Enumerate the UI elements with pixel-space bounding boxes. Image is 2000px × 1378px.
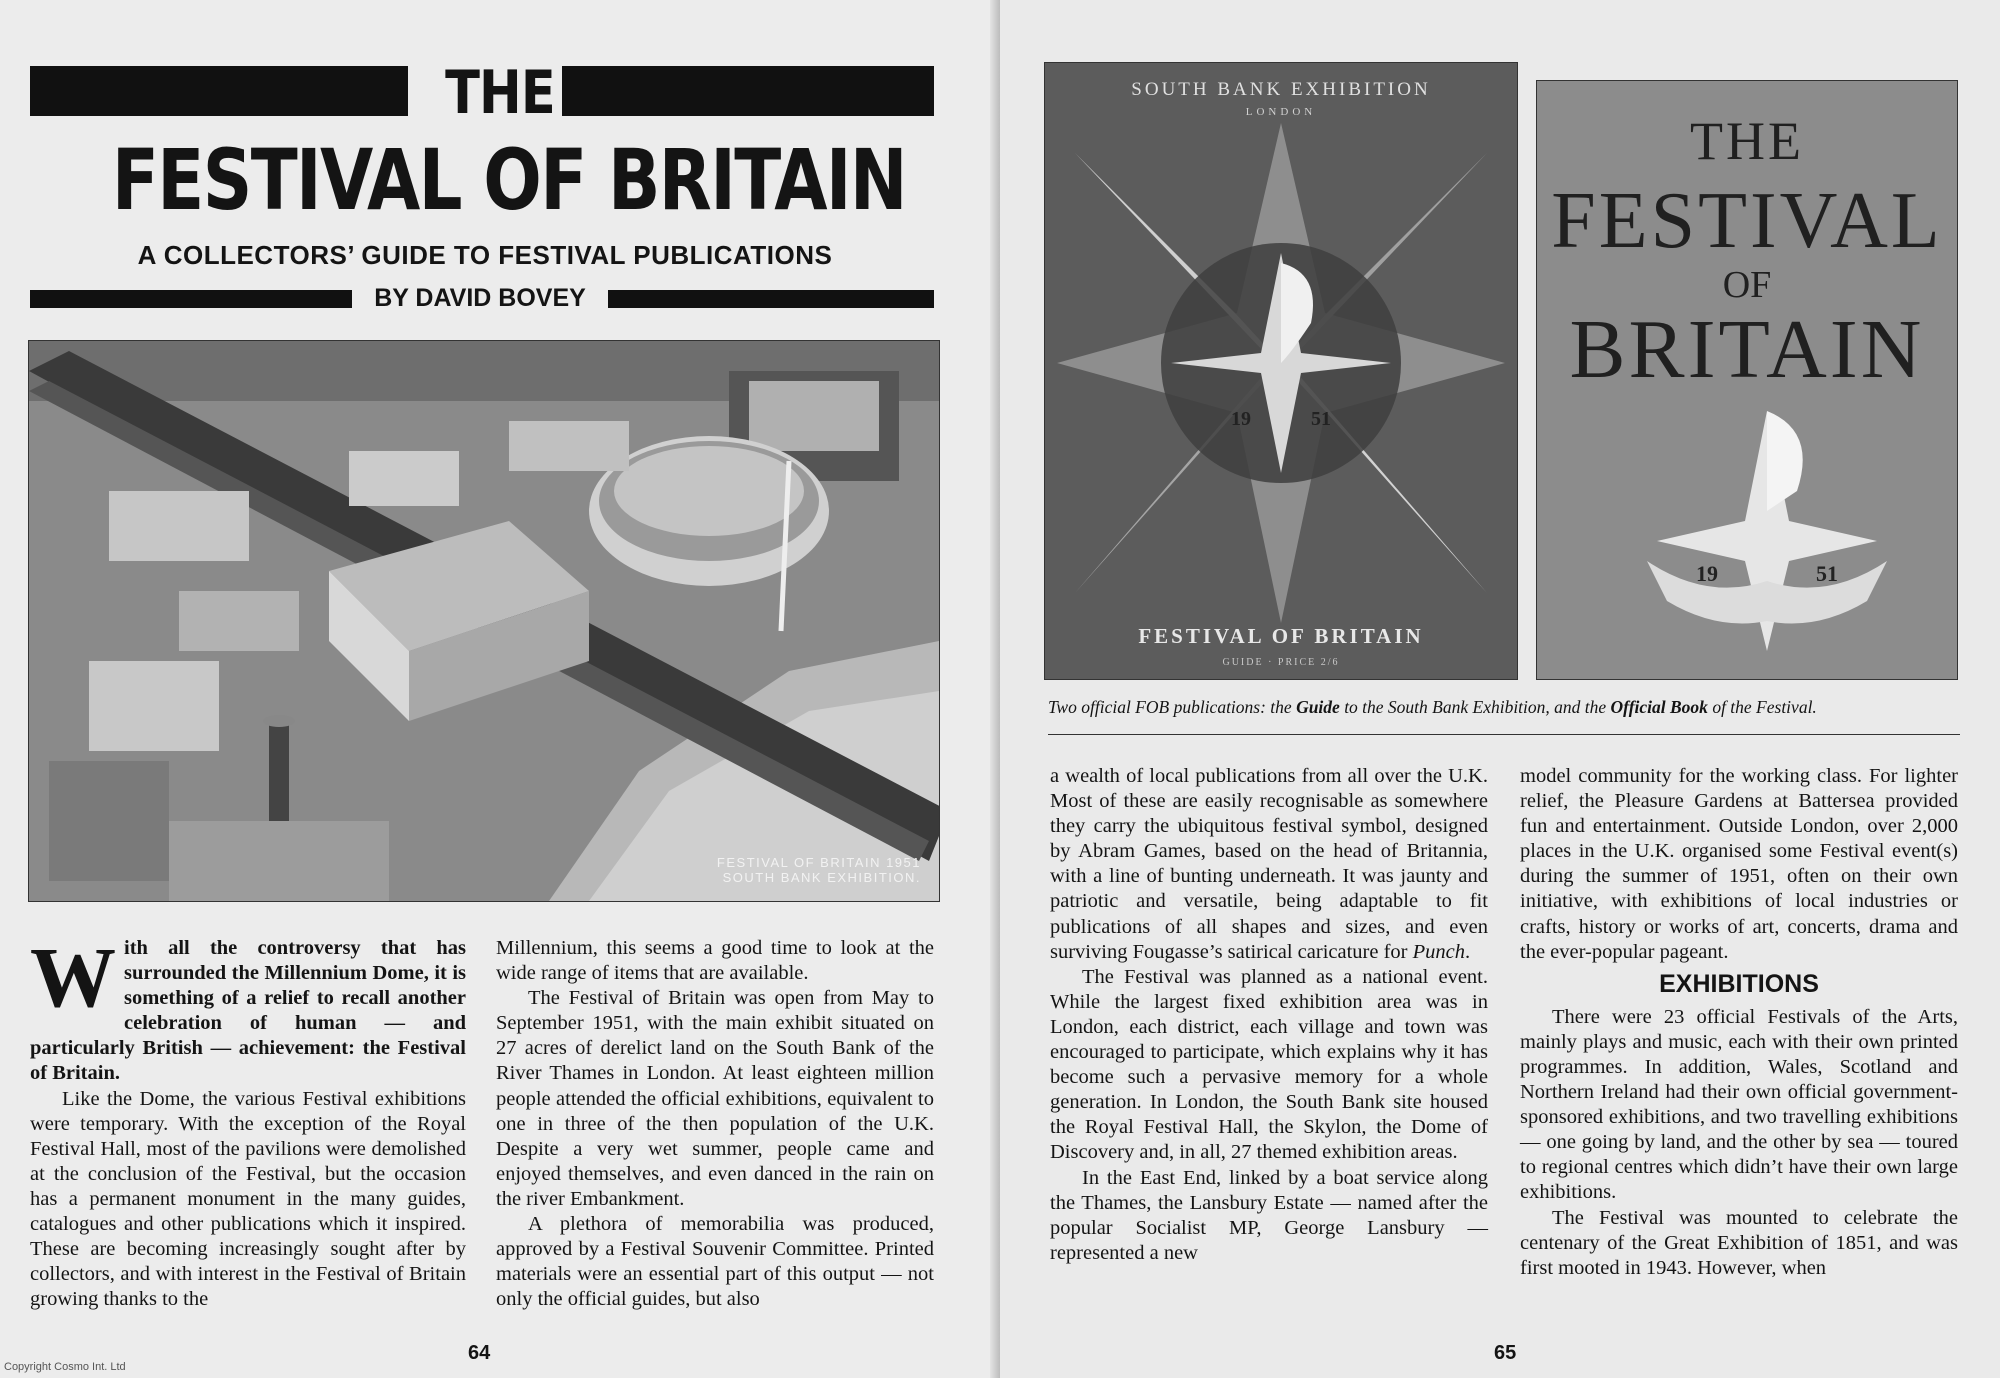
guide-cover-year-right: 51	[1311, 408, 1331, 430]
copyright-notice: Copyright Cosmo Int. Ltd	[4, 1361, 126, 1373]
column-4	[1520, 764, 1958, 1281]
guide-cover-subtitle: LONDON	[1245, 106, 1317, 118]
col1-paragraph-2: Like the Dome, the various Festival exhibitions were temporary. With the exception of the Royal Festival Hall, most of the pavilions were demolished at the conclusion of the Festival, but the occasion has a permanent monument in the many guides, catalogues and other publications which it inspired. These are becoming increasingly sought after by collectors, and with interest in the Festival of Britain growing thanks to the	[30, 1087, 466, 1311]
aerial-photo	[28, 340, 940, 902]
headline-the: THE	[445, 58, 555, 128]
guide-cover-year-left: 19	[1231, 408, 1251, 430]
caption-rule	[1048, 734, 1960, 735]
byline: BY DAVID BOVEY	[374, 284, 586, 312]
byline-rule-right	[608, 290, 934, 308]
caption-guide: Guide	[1296, 697, 1340, 717]
col4-paragraph-3: The Festival was mounted to celebrate the centenary of the Great Exhibition of 1851, and was first mooted in 1943. However, when	[1520, 1206, 1958, 1279]
exhibitions-heading: EXHIBITIONS	[1659, 969, 1819, 998]
title-rule-right	[562, 66, 934, 116]
guide-cover-festival: FESTIVAL OF BRITAIN	[1138, 624, 1424, 648]
aerial-caption	[717, 855, 921, 885]
book-cover-line4: BRITAIN	[1569, 303, 1925, 396]
col3-p1-end: .	[1465, 940, 1471, 963]
caption-official-book: Official Book	[1610, 697, 1708, 717]
guide-cover-title: SOUTH BANK EXHIBITION	[1131, 79, 1431, 100]
punch-title: Punch	[1412, 940, 1465, 963]
col3-paragraph-1	[1050, 764, 1488, 965]
lead-paragraph	[30, 929, 466, 1087]
drop-cap: W	[30, 929, 116, 1025]
page-number-left: 64	[468, 1342, 491, 1364]
col3-paragraph-2: The Festival was planned as a national event. While the largest fixed exhibition area was in London, each district, each village and town was encouraged to participate, which explains why it has become such a pervasive memory for a whole generation. In London, the South Bank site housed the Royal Festival Hall, the Skylon, the Dome of Discovery and, in all, 27 themed exhibition areas.	[1050, 965, 1488, 1164]
official-book-cover	[1536, 80, 1958, 680]
col3-paragraph-3: In the East End, linked by a boat service along the Thames, the Lansbury Estate — named after the popular Socialist MP, George Lansbury — represented a new	[1050, 1166, 1488, 1264]
page-number-right: 65	[1494, 1342, 1517, 1364]
caption-part-e: of the Festival.	[1707, 697, 1817, 717]
column-3	[1050, 764, 1488, 1266]
col4-paragraph-2: There were 23 official Festivals of the Arts, mainly plays and music, each with their own printed programmes. In addition, Wales, Scotland and Northern Ireland had their own official government-sponsored exhibitions, and two travelling exhibitions — one going by land, and the other by sea — toured to regional centres which didn’t have their own large exhibitions.	[1520, 1005, 1958, 1204]
column-2	[496, 936, 934, 1312]
book-cover-line2: FESTIVAL	[1551, 177, 1943, 265]
column-1	[30, 929, 466, 1312]
book-cover-year-right: 51	[1816, 561, 1838, 586]
col2-paragraph-2: The Festival of Britain was open from May to September 1951, with the main exhibit situated on 27 acres of derelict land on the South Bank of the River Thames in London. At least eighteen million people attended the official exhibitions, equivalent to one in three of the then population of the U.K. Despite a very wet summer, people came and enjoyed themselves, and even danced in the rain on the river Embankment.	[496, 987, 934, 1210]
official-book-cover-art	[1537, 81, 1957, 679]
covers-caption	[1048, 696, 1960, 718]
book-cover-line3: OF	[1722, 264, 1772, 306]
caption-part-a: Two official FOB publications: the	[1048, 697, 1297, 717]
col3-p1-text: a wealth of local publications from all over the U.K. Most of these are easily recognisable as somewhere they carry the ubiquitous festival symbol, designed by Abram Games, based on the head of Britannia, with a line of bunting underneath. It was jaunty and patriotic and versatile, being adaptable to fit publications of all shapes and sizes, and even surviving Fougasse’s satirical caricature for	[1050, 765, 1488, 963]
col2-paragraph-1: Millennium, this seems a good time to look at the wide range of items that are available.	[496, 937, 934, 985]
guide-cover-art	[1045, 63, 1517, 679]
headline-main: FESTIVAL OF BRITAIN	[111, 131, 906, 229]
caption-part-c: to the South Bank Exhibition, and the	[1339, 697, 1611, 717]
aerial-caption-line2: SOUTH BANK EXHIBITION.	[722, 870, 921, 885]
guide-cover	[1044, 62, 1518, 680]
book-cover-year-left: 19	[1696, 561, 1718, 586]
col2-paragraph-3: A plethora of memorabilia was produced, approved by a Festival Souvenir Committee. Printed materials were an essential part of this output — not only the official guides, but also	[496, 1213, 934, 1311]
subtitle: A COLLECTORS’ GUIDE TO FESTIVAL PUBLICATIONS	[137, 240, 833, 270]
lead-text: ith all the controversy that has surrounded the Millennium Dome, it is something of a relief to recall another celebration of human — and particularly British — achievement: the Festival of Britain.	[30, 937, 466, 1085]
book-cover-line1: THE	[1690, 111, 1804, 171]
aerial-caption-line1: FESTIVAL OF BRITAIN 1951	[716, 855, 921, 870]
col4-paragraph-1: model community for the working class. For lighter relief, the Pleasure Gardens at Battersea provided fun and entertainment. Outside London, over 2,000 places in the U.K. organised some Festival event(s) during the summer of 1951, often on their own initiative, with exhibitions of local industries or crafts, history or works of art, concerts, drama and the ever-popular pageant.	[1520, 765, 1958, 963]
byline-rule-left	[30, 290, 352, 308]
right-page	[1000, 0, 2000, 1378]
title-rule-left	[30, 66, 408, 116]
guide-cover-price: GUIDE · PRICE 2/6	[1222, 657, 1340, 668]
aerial-illustration	[29, 341, 939, 901]
